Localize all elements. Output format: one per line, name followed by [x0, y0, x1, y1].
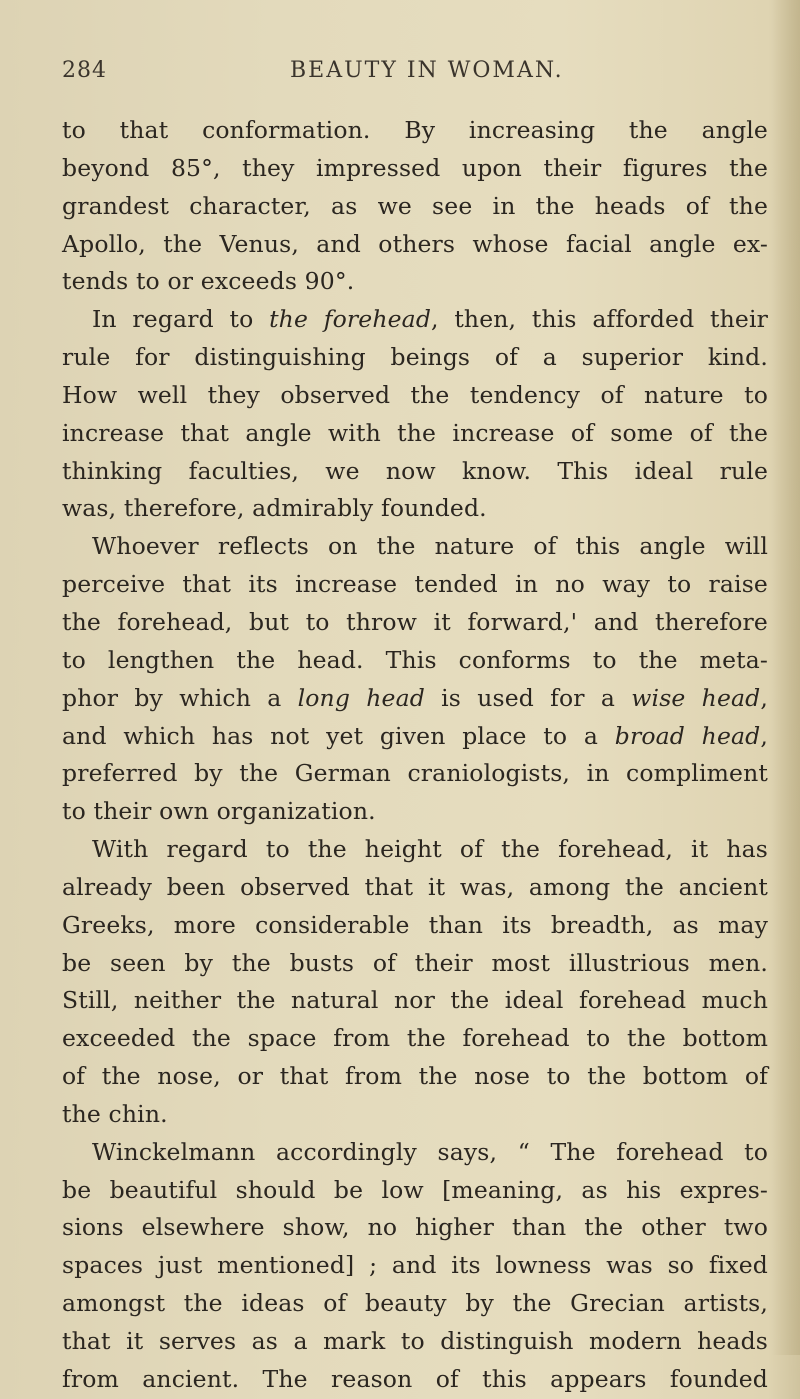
text-run: the forehead, but to throw it forward,' and therefore: [62, 607, 768, 636]
text-line: [62, 1285, 768, 1323]
text-line: [62, 869, 768, 907]
text-line: [62, 301, 768, 339]
text-run: Still, neither the natural nor the ideal forehead much: [62, 986, 768, 1015]
text-run: that it serves as a mark to distinguish modern heads: [62, 1327, 768, 1355]
text-run: beyond 85°, they impressed upon their figures the: [62, 153, 768, 182]
text-run: Apollo, the Venus, and others whose facial angle ex-: [62, 229, 768, 258]
text-run: be beautiful should be low [meaning, as his expres-: [62, 1175, 768, 1204]
text-line: [62, 1020, 768, 1058]
text-run: to their own organization.: [62, 797, 376, 826]
text-line: [62, 755, 768, 793]
italic-phrase: long head: [297, 683, 425, 712]
running-head: [62, 58, 762, 98]
text-run: spaces just mentioned] ; and its lowness was so fixed: [62, 1251, 768, 1280]
text-run: With regard to the height of the forehead, it has: [92, 835, 768, 864]
text-run: ,: [760, 721, 769, 750]
text-line: [62, 1247, 768, 1285]
text-run: How well they observed the tendency of nature to: [62, 380, 768, 409]
text-line: [62, 150, 768, 188]
text-run: exceeded the space from the forehead to the bottom: [62, 1024, 768, 1053]
text-line: [62, 528, 768, 566]
text-line: [62, 1096, 768, 1134]
text-run: thinking faculties, we now know. This ideal rule: [62, 456, 768, 485]
text-run: sions elsewhere show, no higher than the other two: [62, 1213, 768, 1242]
text-run: and which has not yet given place to a: [62, 721, 615, 750]
text-line: [62, 604, 768, 642]
text-line: [62, 112, 768, 150]
text-run: Winckelmann accordingly says, “ The forehead to: [92, 1137, 768, 1166]
text-run: tends to or exceeds 90°.: [62, 267, 355, 296]
text-run: increase that angle with the increase of some of the: [62, 418, 768, 447]
text-line: [62, 945, 768, 983]
text-run: In regard to: [92, 305, 270, 334]
italic-phrase: the forehead: [269, 305, 432, 334]
text-line: [62, 415, 768, 453]
text-run: phor by which a: [62, 683, 298, 712]
running-title: BEAUTY IN WOMAN.: [290, 58, 564, 83]
text-line: [62, 377, 768, 415]
text-line: [62, 1058, 768, 1096]
text-line: [62, 1172, 768, 1210]
text-run: from ancient. The reason of this appears founded: [62, 1364, 768, 1393]
text-line: [62, 680, 768, 718]
page-number: 284: [62, 58, 107, 83]
text-line: [62, 566, 768, 604]
text-run: perceive that its increase tended in no way to raise: [62, 570, 768, 599]
text-run: amongst the ideas of beauty by the Grecian artists,: [62, 1289, 768, 1318]
text-run: of the nose, or that from the nose to the bottom of: [62, 1062, 768, 1091]
text-line: [62, 793, 768, 831]
text-line: [62, 453, 768, 491]
text-line: [62, 1209, 768, 1247]
text-run: , then, this afforded their: [431, 305, 768, 334]
body-text: [62, 112, 768, 1399]
text-run: rule for distinguishing beings of a superior kind.: [62, 343, 768, 372]
text-run: was, therefore, admirably founded.: [62, 494, 487, 523]
text-line: [62, 1323, 768, 1361]
text-line: [62, 718, 768, 756]
text-run: be seen by the busts of their most illustrious men.: [62, 948, 768, 977]
text-line: [62, 263, 768, 301]
text-line: [62, 1361, 768, 1399]
text-run: to that conformation. By increasing the angle: [62, 116, 768, 144]
text-line: [62, 831, 768, 869]
text-run: ,: [760, 683, 768, 712]
text-run: Greeks, more considerable than its breadth, as may: [62, 910, 768, 939]
italic-phrase: wise head: [631, 683, 761, 712]
text-run: to lengthen the head. This conforms to the meta-: [62, 645, 768, 674]
text-line: [62, 339, 768, 377]
text-run: the chin.: [62, 1099, 168, 1128]
text-line: [62, 907, 768, 945]
page-edge-shadow: [772, 0, 800, 1355]
text-run: is used for a: [424, 683, 632, 712]
text-line: [62, 1134, 768, 1172]
text-run: grandest character, as we see in the heads of the: [62, 191, 768, 220]
text-line: [62, 982, 768, 1020]
text-line: [62, 226, 768, 264]
text-run: preferred by the German craniologists, in compliment: [62, 759, 768, 788]
text-run: already been observed that it was, among the ancient: [62, 872, 768, 901]
text-line: [62, 642, 768, 680]
italic-phrase: broad head: [614, 721, 761, 750]
text-run: Whoever reflects on the nature of this angle will: [92, 532, 768, 561]
text-line: [62, 490, 768, 528]
text-line: [62, 188, 768, 226]
